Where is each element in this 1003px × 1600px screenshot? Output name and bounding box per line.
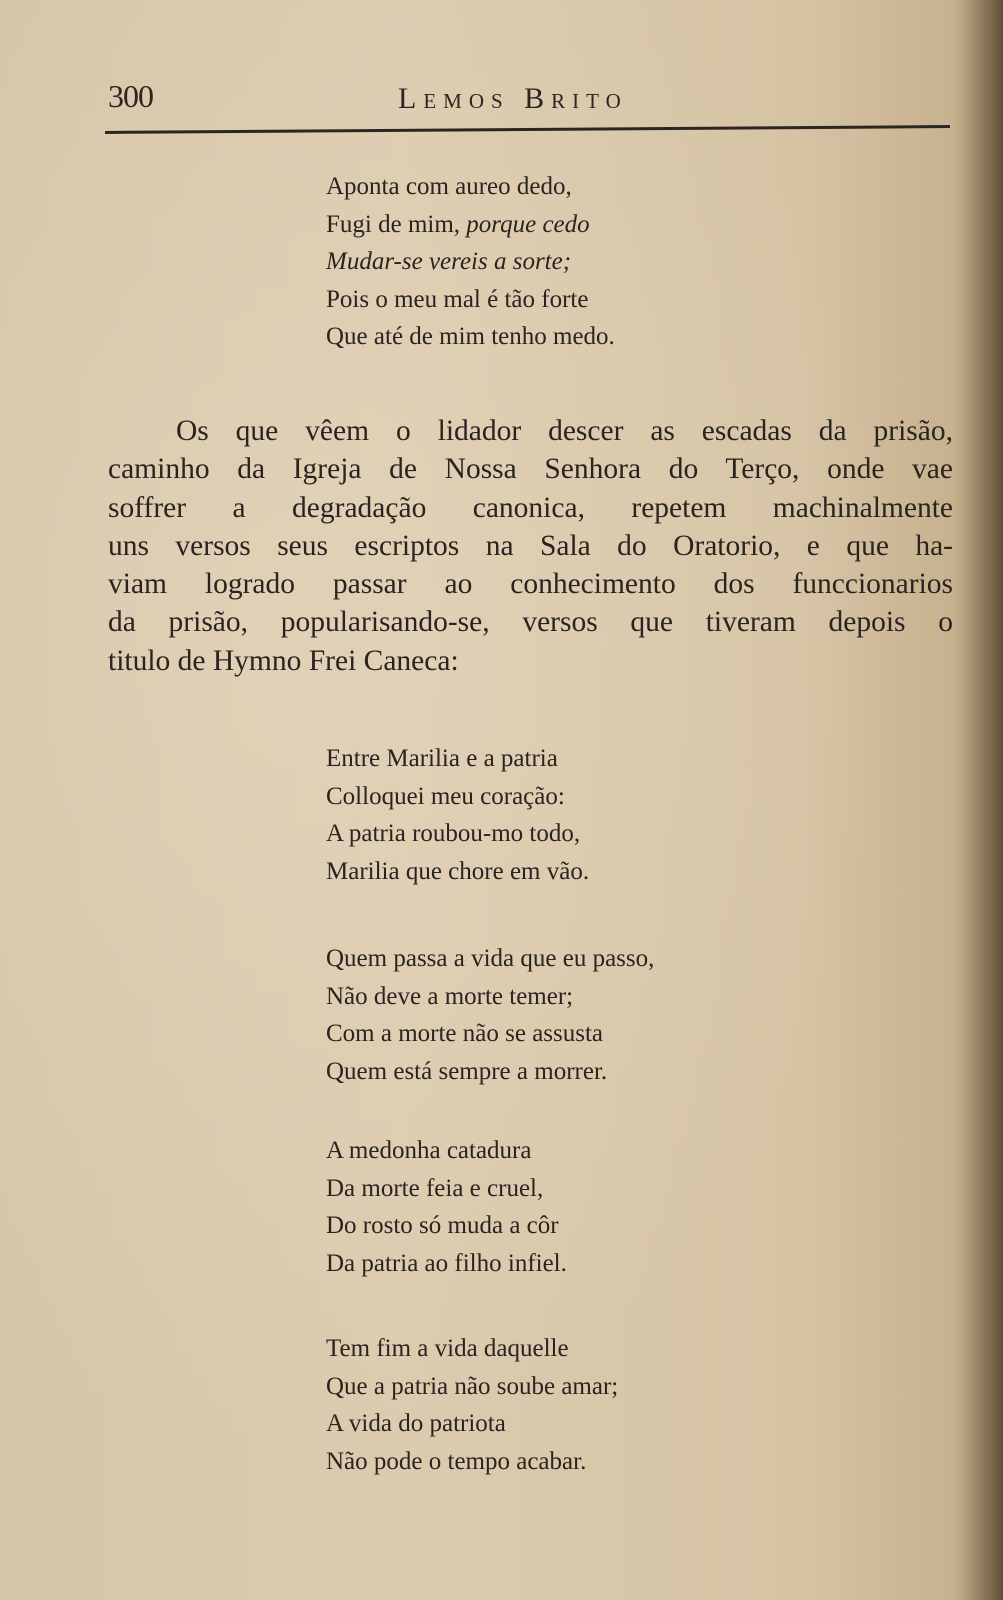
verse-line: Colloquei meu coração: <box>326 782 565 810</box>
verse-stanza-4 <box>326 1132 567 1282</box>
verse-line: Marilia que chore em vão. <box>326 857 590 885</box>
verse-stanza-2 <box>326 740 589 890</box>
running-title: Lemos Brito <box>398 82 628 115</box>
verse-line: Não pode o tempo acabar. <box>326 1447 587 1475</box>
verse-line: A vida do patriota <box>326 1410 506 1437</box>
page-number: 300 <box>108 78 153 114</box>
verse-line: Não deve a morte temer; <box>326 982 574 1010</box>
verse-line: Do rosto só muda a côr <box>326 1212 559 1239</box>
verse-line: A patria roubou-mo todo, <box>326 820 581 847</box>
prose-line: viam logrado passar ao conhecimento dos funccionarios <box>108 568 953 601</box>
header-rule <box>105 125 950 134</box>
prose-line: soffrer a degradação canonica, repetem machinalmente <box>108 491 953 524</box>
verse-stanza-3 <box>326 940 654 1090</box>
verse-line: Quem está sempre a morrer. <box>326 1057 608 1085</box>
verse-line: Fugi de mim, porque cedo <box>326 210 590 238</box>
verse-line: Com a morte não se assusta <box>326 1020 604 1047</box>
verse-line: Quem passa a vida que eu passo, <box>326 945 655 972</box>
page-edge-shadow <box>963 0 1003 1600</box>
prose-line: Os que vêem o lidador descer as escadas da prisão, <box>176 415 953 447</box>
prose-line: titulo de Hymno Frei Caneca: <box>108 644 459 677</box>
verse-line: Pois o meu mal é tão forte <box>326 285 589 313</box>
prose-line: caminho da Igreja de Nossa Senhora do Terço, onde vae <box>108 453 953 486</box>
verse-line: Que a patria não soube amar; <box>326 1372 619 1400</box>
page-header <box>108 78 950 122</box>
verse-line: A medonha catadura <box>326 1137 532 1164</box>
prose-line: uns versos seus escriptos na Sala do Oratorio, e que ha- <box>108 529 953 562</box>
verse-line: Da morte feia e cruel, <box>326 1174 544 1202</box>
prose-line: da prisão, popularisando-se, versos que tiveram depois o <box>108 606 953 639</box>
verse-line: Entre Marilia e a patria <box>326 745 558 772</box>
verse-line: Mudar-se vereis a sorte; <box>326 248 572 275</box>
verse-stanza-5 <box>326 1330 618 1480</box>
verse-line: Da patria ao filho infiel. <box>326 1249 567 1277</box>
verse-line: Tem fim a vida daquelle <box>326 1335 569 1362</box>
prose-paragraph <box>108 412 953 680</box>
verse-stanza-1 <box>326 168 615 356</box>
verse-line: Aponta com aureo dedo, <box>326 173 572 200</box>
verse-line: Que até de mim tenho medo. <box>326 323 615 350</box>
